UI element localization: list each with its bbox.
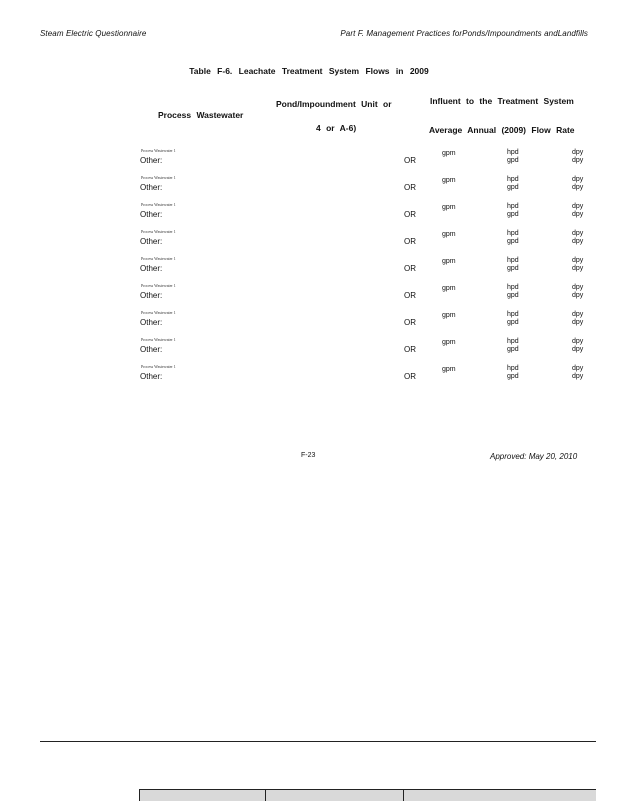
bottom-gray-strip xyxy=(139,789,596,801)
row-gpd-unit: gpd xyxy=(507,292,519,299)
row-small-label: Process Wastewater 1 xyxy=(141,364,176,369)
row-or-label: OR xyxy=(404,345,416,354)
row-gpd-unit: gpd xyxy=(507,346,519,353)
row-small-label: Process Wastewater 1 xyxy=(141,283,176,288)
row-or-label: OR xyxy=(404,237,416,246)
row-dpy-unit: dpy xyxy=(572,373,584,380)
row-dpy-unit: dpy xyxy=(572,346,584,353)
table-row xyxy=(0,310,618,337)
row-small-label: Process Wastewater 1 xyxy=(141,337,176,342)
row-dpy-unit: dpy xyxy=(572,211,584,218)
row-other-label[interactable]: Other: xyxy=(140,183,163,192)
row-gpd-unit: gpd xyxy=(507,184,519,191)
row-gpm-unit: gpm xyxy=(442,150,456,157)
row-dpy-unit: dpy xyxy=(572,284,584,291)
column-header-pond-line2: 4 or A-6) xyxy=(316,123,357,133)
column-header-influent: Influent to the Treatment System xyxy=(430,96,574,106)
row-small-label: Process Wastewater 1 xyxy=(141,202,176,207)
table-row xyxy=(0,229,618,256)
row-dpy-unit: dpy xyxy=(572,265,584,272)
row-gpm-unit: gpm xyxy=(442,339,456,346)
row-other-label[interactable]: Other: xyxy=(140,372,163,381)
row-small-label: Process Wastewater 1 xyxy=(141,310,176,315)
strip-divider xyxy=(265,790,266,801)
approved-date: Approved: May 20, 2010 xyxy=(490,452,578,461)
row-small-label: Process Wastewater 1 xyxy=(141,229,176,234)
table-row xyxy=(0,148,618,175)
row-gpd-unit: gpd xyxy=(507,211,519,218)
row-gpd-unit: gpd xyxy=(507,157,519,164)
row-gpm-unit: gpm xyxy=(442,366,456,373)
table-title: Table F-6. Leachate Treatment System Flows in 2009 xyxy=(189,66,429,76)
row-gpm-unit: gpm xyxy=(442,285,456,292)
row-or-label: OR xyxy=(404,372,416,381)
row-dpy-unit: dpy xyxy=(572,311,584,318)
row-dpy-unit: dpy xyxy=(572,238,584,245)
row-dpy-unit: dpy xyxy=(572,319,584,326)
table-row xyxy=(0,175,618,202)
row-other-label[interactable]: Other: xyxy=(140,264,163,273)
table-row xyxy=(0,364,618,391)
row-or-label: OR xyxy=(404,156,416,165)
row-dpy-unit: dpy xyxy=(572,292,584,299)
table-row xyxy=(0,256,618,283)
row-dpy-unit: dpy xyxy=(572,184,584,191)
row-other-label[interactable]: Other: xyxy=(140,237,163,246)
row-hpd-unit: hpd xyxy=(507,230,519,237)
row-hpd-unit: hpd xyxy=(507,365,519,372)
column-header-pond-line1: Pond/Impoundment Unit or xyxy=(276,99,392,109)
row-dpy-unit: dpy xyxy=(572,365,584,372)
row-or-label: OR xyxy=(404,318,416,327)
page-number: F-23 xyxy=(301,452,316,459)
row-other-label[interactable]: Other: xyxy=(140,291,163,300)
row-gpm-unit: gpm xyxy=(442,258,456,265)
row-dpy-unit: dpy xyxy=(572,176,584,183)
row-dpy-unit: dpy xyxy=(572,157,584,164)
row-gpm-unit: gpm xyxy=(442,231,456,238)
column-header-process-wastewater: Process Wastewater xyxy=(158,110,244,120)
row-dpy-unit: dpy xyxy=(572,203,584,210)
row-small-label: Process Wastewater 1 xyxy=(141,256,176,261)
row-or-label: OR xyxy=(404,210,416,219)
row-dpy-unit: dpy xyxy=(572,149,584,156)
row-small-label: Process Wastewater 1 xyxy=(141,148,176,153)
row-gpd-unit: gpd xyxy=(507,265,519,272)
row-dpy-unit: dpy xyxy=(572,230,584,237)
header-right-title: Part F. Management Practices forPonds/Impoundments andLandfills xyxy=(340,29,588,38)
row-gpm-unit: gpm xyxy=(442,177,456,184)
row-hpd-unit: hpd xyxy=(507,257,519,264)
row-hpd-unit: hpd xyxy=(507,311,519,318)
header-left-title: Steam Electric Questionnaire xyxy=(40,29,147,38)
row-other-label[interactable]: Other: xyxy=(140,318,163,327)
row-other-label[interactable]: Other: xyxy=(140,210,163,219)
strip-divider xyxy=(403,790,404,801)
table-row xyxy=(0,202,618,229)
row-hpd-unit: hpd xyxy=(507,338,519,345)
row-or-label: OR xyxy=(404,183,416,192)
row-gpd-unit: gpd xyxy=(507,319,519,326)
row-small-label: Process Wastewater 1 xyxy=(141,175,176,180)
column-header-flow-rate: Average Annual (2009) Flow Rate xyxy=(429,125,575,135)
row-hpd-unit: hpd xyxy=(507,176,519,183)
table-row xyxy=(0,337,618,364)
row-other-label[interactable]: Other: xyxy=(140,156,163,165)
table-row xyxy=(0,283,618,310)
row-hpd-unit: hpd xyxy=(507,284,519,291)
row-hpd-unit: hpd xyxy=(507,149,519,156)
bottom-rule xyxy=(40,741,596,742)
row-dpy-unit: dpy xyxy=(572,338,584,345)
row-gpd-unit: gpd xyxy=(507,238,519,245)
row-hpd-unit: hpd xyxy=(507,203,519,210)
row-or-label: OR xyxy=(404,264,416,273)
row-gpm-unit: gpm xyxy=(442,312,456,319)
row-gpd-unit: gpd xyxy=(507,373,519,380)
row-dpy-unit: dpy xyxy=(572,257,584,264)
row-other-label[interactable]: Other: xyxy=(140,345,163,354)
row-or-label: OR xyxy=(404,291,416,300)
row-gpm-unit: gpm xyxy=(442,204,456,211)
